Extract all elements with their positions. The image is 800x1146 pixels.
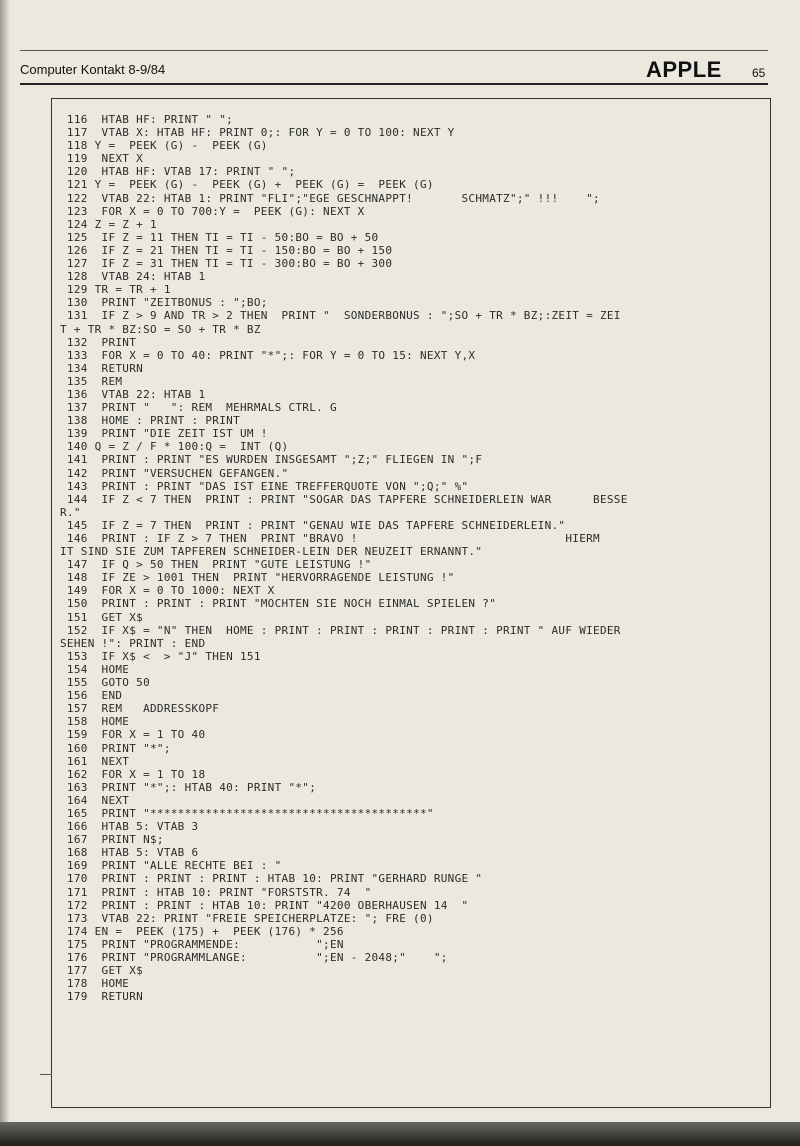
code-line: 162 FOR X = 1 TO 18 bbox=[60, 767, 206, 781]
code-line: 129 TR = TR + 1 bbox=[60, 283, 171, 297]
code-line: 118 Y = PEEK (G) - PEEK (G) bbox=[60, 139, 268, 153]
code-line: 127 IF Z = 31 THEN TI = TI - 300:BO = BO + 300 bbox=[60, 257, 393, 271]
code-line: 132 PRINT bbox=[60, 335, 137, 349]
code-line: 154 HOME bbox=[60, 662, 130, 676]
code-line: 138 HOME : PRINT : PRINT bbox=[60, 414, 240, 428]
code-line: 130 PRINT "ZEITBONUS : ";BO; bbox=[60, 296, 268, 310]
code-line: 166 HTAB 5: VTAB 3 bbox=[60, 820, 199, 834]
code-line: 150 PRINT : PRINT : PRINT "MOCHTEN SIE NOCH EINMAL SPIELEN ?" bbox=[60, 597, 497, 611]
header-top-rule bbox=[20, 50, 768, 51]
code-line: 123 FOR X = 0 TO 700:Y = PEEK (G): NEXT X bbox=[60, 204, 365, 218]
code-line: IT SIND SIE ZUM TAPFEREN SCHNEIDER-LEIN DER NEUZEIT ERNANNT." bbox=[60, 545, 483, 559]
page-number: 65 bbox=[752, 66, 766, 80]
code-line: 160 PRINT "*"; bbox=[60, 741, 171, 755]
code-line: 147 IF Q > 50 THEN PRINT "GUTE LEISTUNG !" bbox=[60, 558, 372, 572]
code-line: 165 PRINT "****************************************" bbox=[60, 806, 434, 820]
code-line: 179 RETURN bbox=[60, 990, 144, 1004]
code-line: 134 RETURN bbox=[60, 361, 144, 375]
code-line: 142 PRINT "VERSUCHEN GEFANGEN." bbox=[60, 466, 289, 480]
code-line: 174 EN = PEEK (175) + PEEK (176) * 256 bbox=[60, 924, 344, 938]
code-line: 121 Y = PEEK (G) - PEEK (G) + PEEK (G) = PEEK (G) bbox=[60, 178, 434, 192]
basic-program-listing bbox=[60, 113, 760, 1003]
code-line: 136 VTAB 22: HTAB 1 bbox=[60, 387, 206, 401]
code-line: 149 FOR X = 0 TO 1000: NEXT X bbox=[60, 584, 275, 598]
section-title: APPLE bbox=[646, 57, 722, 82]
code-line: 161 NEXT bbox=[60, 754, 130, 768]
code-line: 168 HTAB 5: VTAB 6 bbox=[60, 846, 199, 860]
code-line: 177 GET X$ bbox=[60, 964, 144, 978]
code-line: 158 HOME bbox=[60, 715, 130, 729]
code-line: 171 PRINT : HTAB 10: PRINT "FORSTSTR. 74 " bbox=[60, 885, 372, 899]
code-line: 170 PRINT : PRINT : PRINT : HTAB 10: PRINT "GERHARD RUNGE " bbox=[60, 872, 483, 886]
code-line: 155 GOTO 50 bbox=[60, 676, 150, 690]
header-rule bbox=[20, 83, 768, 85]
code-line: 152 IF X$ = "N" THEN HOME : PRINT : PRINT : PRINT : PRINT : PRINT " AUF WIEDER bbox=[60, 623, 621, 637]
scan-bottom-shadow bbox=[0, 1122, 800, 1146]
margin-mark bbox=[40, 1074, 52, 1075]
code-line: 173 VTAB 22: PRINT "FREIE SPEICHERPLATZE: "; FRE (0) bbox=[60, 911, 434, 925]
publication-name: Computer Kontakt 8-9/84 bbox=[20, 62, 166, 77]
code-line: 126 IF Z = 21 THEN TI = TI - 150:BO = BO + 150 bbox=[60, 243, 393, 257]
code-line: 146 PRINT : IF Z > 7 THEN PRINT "BRAVO ! HIERM bbox=[60, 532, 600, 545]
code-line: 157 REM ADDRESSKOPF bbox=[60, 702, 220, 716]
code-line: 148 IF ZE > 1001 THEN PRINT "HERVORRAGENDE LEISTUNG !" bbox=[60, 571, 455, 585]
code-line: 143 PRINT : PRINT "DAS IST EINE TREFFERQUOTE VON ";Q;" %" bbox=[60, 479, 469, 493]
code-line: 178 HOME bbox=[60, 977, 130, 991]
code-line: 156 END bbox=[60, 689, 123, 703]
code-line: 119 NEXT X bbox=[60, 152, 144, 166]
code-line: 153 IF X$ < > "J" THEN 151 bbox=[60, 649, 261, 663]
code-line: 125 IF Z = 11 THEN TI = TI - 50:BO = BO + 50 bbox=[60, 230, 379, 244]
code-line: 145 IF Z = 7 THEN PRINT : PRINT "GENAU WIE DAS TAPFERE SCHNEIDERLEIN." bbox=[60, 518, 566, 532]
code-line: 133 FOR X = 0 TO 40: PRINT "*";: FOR Y = 0 TO 15: NEXT Y,X bbox=[60, 348, 476, 362]
code-line: 144 IF Z < 7 THEN PRINT : PRINT "SOGAR DAS TAPFERE SCHNEIDERLEIN WAR BESSE bbox=[60, 492, 628, 506]
code-line: 116 HTAB HF: PRINT " "; bbox=[60, 113, 234, 126]
code-line: 151 GET X$ bbox=[60, 610, 144, 624]
code-line: 176 PRINT "PROGRAMMLANGE: ";EN - 2048;" "; bbox=[60, 951, 448, 964]
code-line: 131 IF Z > 9 AND TR > 2 THEN PRINT " SONDERBONUS : ";SO + TR * BZ;:ZEIT = ZEI bbox=[60, 309, 621, 323]
binding-shadow bbox=[0, 0, 10, 1146]
code-line: 163 PRINT "*";: HTAB 40: PRINT "*"; bbox=[60, 780, 317, 794]
code-line: 139 PRINT "DIE ZEIT IST UM ! bbox=[60, 427, 268, 441]
code-line: 137 PRINT " ": REM MEHRMALS CTRL. G bbox=[60, 401, 337, 415]
code-line: 175 PRINT "PROGRAMMENDE: ";EN bbox=[60, 937, 344, 951]
code-line: SEHEN !": PRINT : END bbox=[60, 636, 206, 650]
code-line: 120 HTAB HF: VTAB 17: PRINT " "; bbox=[60, 165, 296, 179]
code-line: 167 PRINT N$; bbox=[60, 833, 164, 847]
code-line: 122 VTAB 22: HTAB 1: PRINT "FLI";"EGE GESCHNAPPT! SCHMATZ";" !!! "; bbox=[60, 191, 600, 205]
code-line: 135 REM bbox=[60, 374, 123, 388]
code-line: 159 FOR X = 1 TO 40 bbox=[60, 728, 206, 742]
code-line: 117 VTAB X: HTAB HF: PRINT 0;: FOR Y = 0 TO 100: NEXT Y bbox=[60, 126, 455, 140]
code-line: 124 Z = Z + 1 bbox=[60, 217, 157, 231]
code-line: 128 VTAB 24: HTAB 1 bbox=[60, 270, 206, 284]
code-line: 140 Q = Z / F * 100:Q = INT (Q) bbox=[60, 440, 289, 454]
code-line: 164 NEXT bbox=[60, 793, 130, 807]
code-line: T + TR * BZ:SO = SO + TR * BZ bbox=[60, 322, 261, 336]
code-line: 172 PRINT : PRINT : HTAB 10: PRINT "4200 OBERHAUSEN 14 " bbox=[60, 898, 469, 912]
code-line: 169 PRINT "ALLE RECHTE BEI : " bbox=[60, 859, 282, 873]
code-line: 141 PRINT : PRINT "ES WURDEN INSGESAMT ";Z;" FLIEGEN IN ";F bbox=[60, 453, 483, 467]
code-line: R." bbox=[60, 505, 81, 519]
